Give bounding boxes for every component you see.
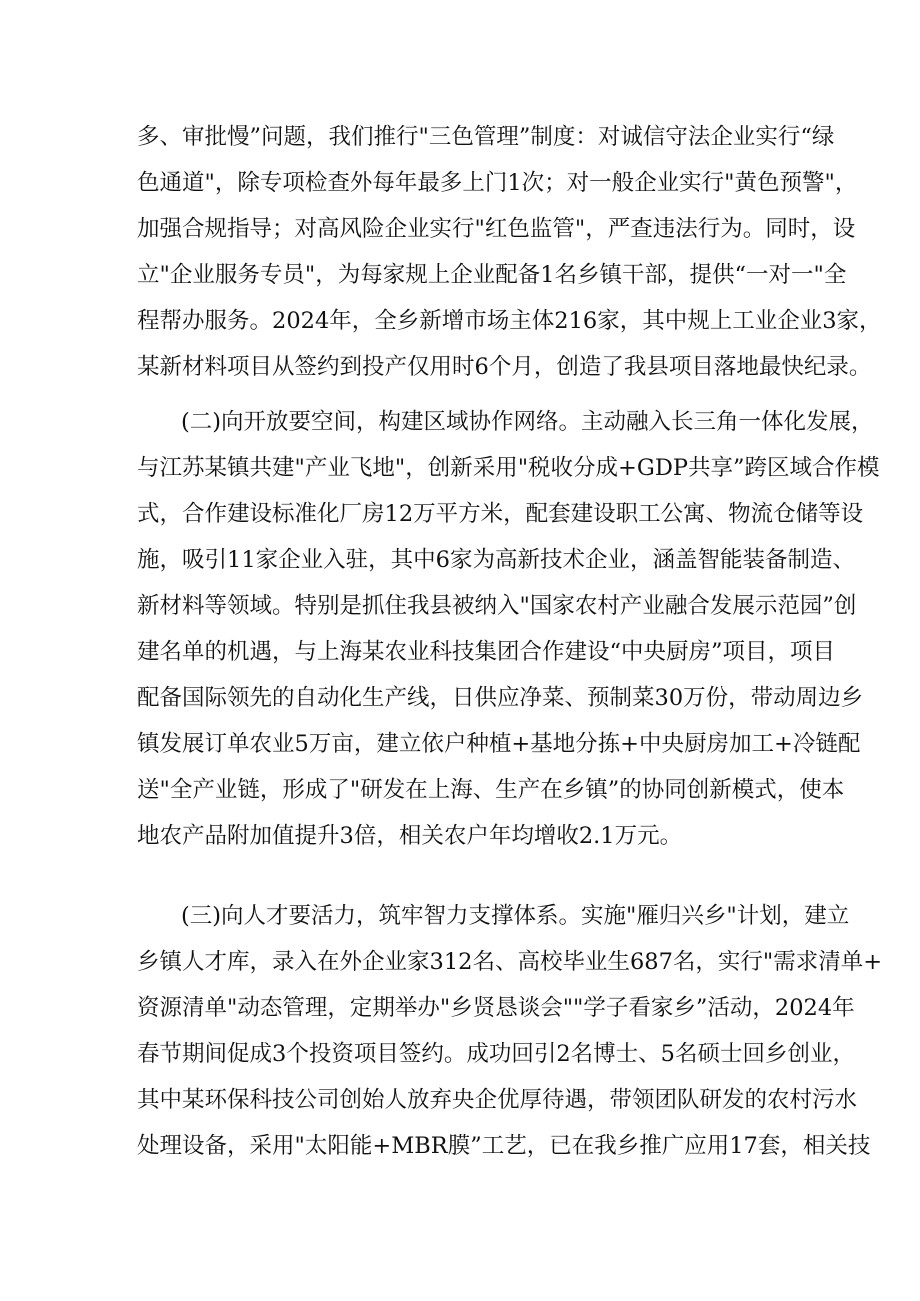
paragraph-2-line-1: (二)向开放要空间，构建区域协作网络。主动融入长三角一体化发展， (181, 409, 874, 435)
paragraph-2-line-5: 新材料等领域。特别是抓住我县被纳入"国家农村产业融合发展示范园”创 (137, 593, 857, 619)
paragraph-2-line-2: 与江苏某镇共建"产业飞地"，创新采用"税收分成+GDP共享”跨区域合作模 (137, 455, 880, 481)
paragraph-2-line-10: 地农产品附加值提升3倍，相关农户年均增收2.1万元。 (137, 823, 683, 849)
paragraph-1-line-2: 色通道"，除专项检查外每年最多上门1次；对一般企业实行"黄色预警"， (137, 170, 858, 196)
paragraph-2-line-8: 镇发展订单农业5万亩，建立依户种植+基地分拣+中央厨房加工+冷链配 (137, 731, 861, 757)
paragraph-3-line-4: 春节期间促成3个投资项目签约。成功回引2名博士、5名硕士回乡创业， (137, 1041, 855, 1067)
paragraph-3-line-2: 乡镇人才库，录入在外企业家312名、高校毕业生687名，实行"需求清单+ (137, 949, 883, 975)
paragraph-3-line-3: 资源清单"动态管理，定期举办"乡贤恳谈会""学子看家乡”活动，2024年 (137, 995, 855, 1021)
paragraph-3-line-1: (三)向人才要活力，筑牢智力支撑体系。实施"雁归兴乡"计划，建立 (181, 903, 850, 929)
paragraph-2-line-4: 施，吸引11家企业入驻，其中6家为高新技术企业，涵盖智能装备制造、 (137, 547, 855, 573)
paragraph-2-line-9: 送"全产业链，形成了"研发在上海、生产在乡镇”的协同创新模式，使本 (137, 777, 845, 803)
paragraph-1-line-6: 某新材料项目从签约到投产仅用时6个月，创造了我县项目落地最快纪录。 (137, 354, 872, 380)
paragraph-3-line-6: 处理设备，采用"太阳能+MBR膜”工艺，已在我乡推广应用17套，相关技 (137, 1133, 871, 1159)
paragraph-2-line-7: 配备国际领先的自动化生产线，日供应净菜、预制菜30万份，带动周边乡 (137, 685, 864, 711)
paragraph-3-line-5: 其中某环保科技公司创始人放弃央企优厚待遇，带领团队研发的农村污水 (137, 1087, 858, 1113)
paragraph-1-line-1: 多、审批慢”问题，我们推行"三色管理”制度：对诚信守法企业实行“绿 (137, 124, 835, 150)
paragraph-2-line-6: 建名单的机遇，与上海某农业科技集团合作建设“中央厨房”项目，项目 (137, 639, 836, 665)
paragraph-1-line-3: 加强合规指导；对高风险企业实行"红色监管"，严查违法行为。同时，设 (137, 216, 856, 242)
paragraph-2-line-3: 式，合作建设标准化厂房12万平方米，配套建设职工公寓、物流仓储等设 (137, 501, 864, 527)
paragraph-1-line-4: 立"企业服务专员"，为每家规上企业配备1名乡镇干部，提供“一对一"全 (137, 262, 847, 288)
paragraph-1-line-5: 程帮办服务。2024年，全乡新增市场主体216家，其中规上工业企业3家， (137, 308, 882, 334)
